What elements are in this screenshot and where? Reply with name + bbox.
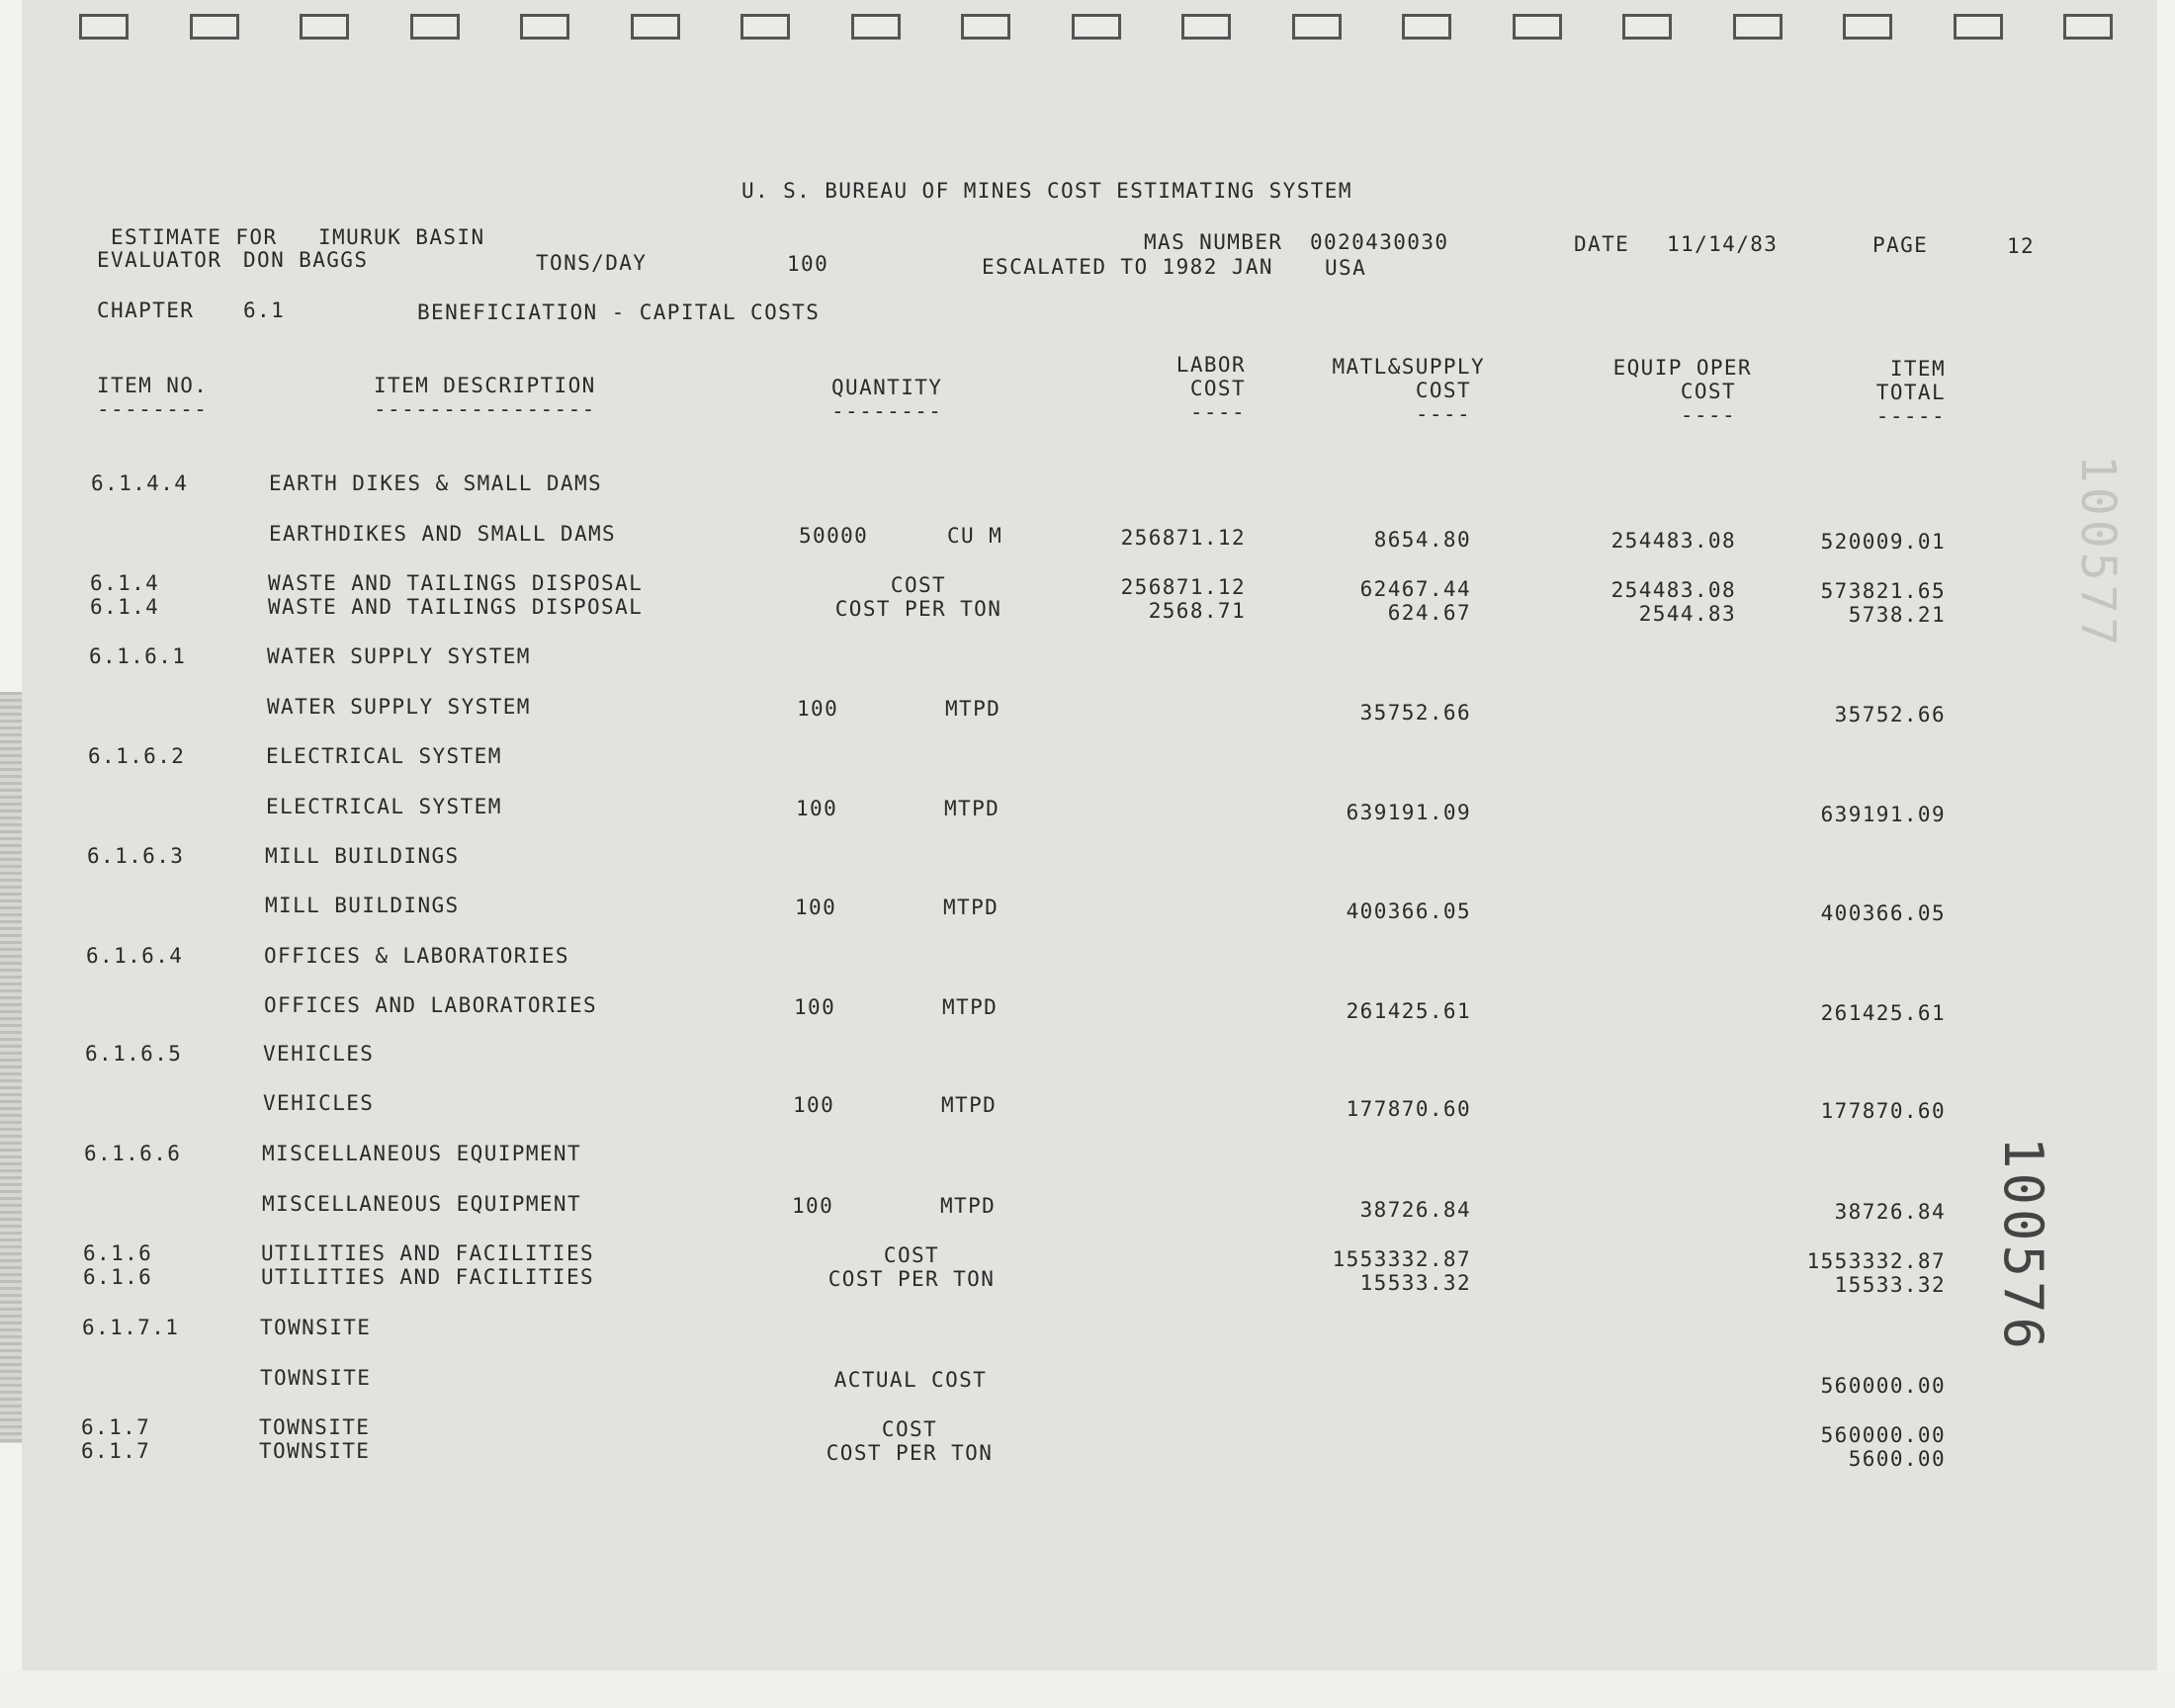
col-matl-1: MATL&SUPPLY bbox=[1332, 355, 1485, 379]
equip-oper-cost: 2544.83 bbox=[1638, 602, 1736, 626]
matl-supply-cost: 8654.80 bbox=[1373, 528, 1471, 552]
quantity: COST PER TON bbox=[834, 597, 1002, 621]
item-total: 15533.32 bbox=[1834, 1273, 1946, 1297]
labor-cost: 2568.71 bbox=[1148, 599, 1246, 623]
item-number: 6.1.6.2 bbox=[88, 744, 186, 768]
item-number: 6.1.4.4 bbox=[91, 471, 189, 495]
unit: MTPD bbox=[944, 797, 1000, 820]
unit: MTPD bbox=[940, 1194, 997, 1218]
chapter-title: BENEFICIATION - CAPITAL COSTS bbox=[417, 300, 821, 324]
mas-number-label: MAS NUMBER bbox=[1144, 230, 1283, 254]
col-equip-2: COST bbox=[1680, 380, 1736, 403]
feed-hole bbox=[520, 14, 569, 40]
feed-hole bbox=[1513, 14, 1562, 40]
country: USA bbox=[1325, 256, 1367, 280]
item-total: 560000.00 bbox=[1820, 1423, 1946, 1447]
matl-supply-cost: 35752.66 bbox=[1359, 701, 1471, 725]
item-total: 38726.84 bbox=[1834, 1200, 1946, 1224]
item-description: MILL BUILDINGS bbox=[265, 894, 460, 917]
quantity: 50000 bbox=[799, 524, 869, 548]
mas-number-value: 0020430030 bbox=[1310, 230, 1449, 254]
tractor-feed-holes bbox=[0, 0, 2175, 59]
quantity: 100 bbox=[797, 697, 839, 721]
matl-supply-cost: 1553332.87 bbox=[1332, 1247, 1471, 1271]
item-number: 6.1.6.3 bbox=[87, 844, 185, 868]
labor-cost: 256871.12 bbox=[1120, 575, 1246, 599]
item-total: 5738.21 bbox=[1848, 603, 1946, 627]
item-total: 560000.00 bbox=[1820, 1374, 1946, 1398]
item-description: EARTHDIKES AND SMALL DAMS bbox=[269, 522, 617, 546]
col-labor-2: COST bbox=[1189, 377, 1246, 400]
item-description: VEHICLES bbox=[263, 1042, 375, 1066]
evaluator-value: DON BAGGS bbox=[243, 248, 369, 272]
quantity: 100 bbox=[793, 1093, 835, 1117]
item-description: TOWNSITE bbox=[259, 1439, 371, 1463]
feed-hole bbox=[740, 14, 790, 40]
item-description: TOWNSITE bbox=[259, 1415, 371, 1439]
matl-supply-cost: 38726.84 bbox=[1359, 1198, 1471, 1222]
item-number: 6.1.4 bbox=[90, 595, 160, 619]
quantity: COST bbox=[883, 1243, 940, 1267]
item-description: WATER SUPPLY SYSTEM bbox=[267, 644, 531, 668]
item-number: 6.1.6 bbox=[83, 1265, 153, 1289]
matl-supply-cost: 639191.09 bbox=[1346, 801, 1471, 824]
feed-hole bbox=[1181, 14, 1231, 40]
item-total: 261425.61 bbox=[1820, 1001, 1946, 1025]
escalated-note: ESCALATED TO 1982 JAN bbox=[982, 255, 1273, 279]
col-item-no-rule: -------- bbox=[97, 397, 209, 421]
page-margin bbox=[0, 1670, 2175, 1708]
date-value: 11/14/83 bbox=[1667, 232, 1779, 256]
item-number: 6.1.6.6 bbox=[84, 1142, 182, 1165]
matl-supply-cost: 400366.05 bbox=[1346, 899, 1471, 923]
col-equip-rule: ---- bbox=[1680, 403, 1736, 427]
item-description: ELECTRICAL SYSTEM bbox=[266, 744, 502, 768]
item-description: EARTH DIKES & SMALL DAMS bbox=[269, 471, 603, 495]
item-description: WASTE AND TAILINGS DISPOSAL bbox=[268, 595, 644, 619]
stamp-number-faint: 100577 bbox=[2070, 455, 2126, 650]
labor-cost: 256871.12 bbox=[1120, 526, 1246, 550]
item-description: VEHICLES bbox=[263, 1091, 375, 1115]
feed-hole bbox=[1292, 14, 1342, 40]
feed-hole bbox=[961, 14, 1010, 40]
chapter-label: CHAPTER bbox=[97, 299, 195, 322]
chapter-number: 6.1 bbox=[243, 299, 286, 322]
quantity: 100 bbox=[796, 797, 838, 820]
item-number: 6.1.6.4 bbox=[86, 944, 184, 968]
item-number: 6.1.6.1 bbox=[89, 644, 187, 668]
col-labor-rule: ---- bbox=[1189, 400, 1246, 424]
matl-supply-cost: 62467.44 bbox=[1359, 577, 1471, 601]
col-labor-1: LABOR bbox=[1175, 353, 1246, 377]
item-total: 5600.00 bbox=[1848, 1447, 1946, 1471]
col-matl-rule: ---- bbox=[1415, 402, 1471, 426]
col-item-description: ITEM DESCRIPTION bbox=[374, 374, 596, 397]
item-description: MILL BUILDINGS bbox=[265, 844, 460, 868]
feed-hole bbox=[631, 14, 680, 40]
feed-hole bbox=[1072, 14, 1121, 40]
col-matl-2: COST bbox=[1415, 379, 1471, 402]
unit: MTPD bbox=[941, 1093, 998, 1117]
item-total: 1553332.87 bbox=[1806, 1249, 1946, 1273]
item-description: TOWNSITE bbox=[260, 1316, 372, 1339]
item-description: MISCELLANEOUS EQUIPMENT bbox=[262, 1142, 581, 1165]
item-total: 639191.09 bbox=[1820, 803, 1946, 826]
equip-oper-cost: 254483.08 bbox=[1610, 578, 1736, 602]
item-description: MISCELLANEOUS EQUIPMENT bbox=[262, 1192, 581, 1216]
estimate-for-label: ESTIMATE FOR bbox=[111, 225, 278, 249]
quantity: ACTUAL COST bbox=[833, 1368, 988, 1392]
matl-supply-cost: 15533.32 bbox=[1359, 1271, 1471, 1295]
report-title: U. S. BUREAU OF MINES COST ESTIMATING SYSTEM bbox=[741, 179, 1352, 203]
tons-day-value: 100 bbox=[787, 252, 829, 276]
page-number: 12 bbox=[2007, 234, 2036, 258]
item-total: 573821.65 bbox=[1820, 579, 1946, 603]
item-total: 35752.66 bbox=[1834, 703, 1946, 726]
quantity: 100 bbox=[792, 1194, 834, 1218]
item-description: WASTE AND TAILINGS DISPOSAL bbox=[268, 571, 644, 595]
col-total-1: ITEM bbox=[1889, 357, 1946, 381]
col-total-rule: ----- bbox=[1875, 404, 1946, 428]
item-total: 400366.05 bbox=[1820, 901, 1946, 925]
item-total: 520009.01 bbox=[1820, 530, 1946, 554]
item-number: 6.1.7 bbox=[81, 1415, 151, 1439]
tons-day-label: TONS/DAY bbox=[536, 251, 648, 275]
item-number: 6.1.4 bbox=[90, 571, 160, 595]
item-description: ELECTRICAL SYSTEM bbox=[266, 795, 502, 818]
unit: MTPD bbox=[942, 995, 999, 1019]
item-description: WATER SUPPLY SYSTEM bbox=[267, 695, 531, 719]
col-equip-1: EQUIP OPER bbox=[1612, 356, 1752, 380]
estimate-for-value: IMURUK BASIN bbox=[318, 225, 485, 249]
quantity: COST PER TON bbox=[827, 1267, 996, 1291]
col-item-no: ITEM NO. bbox=[97, 374, 209, 397]
unit: CU M bbox=[947, 524, 1003, 548]
quantity: 100 bbox=[795, 896, 837, 919]
item-total: 177870.60 bbox=[1820, 1099, 1946, 1123]
feed-hole bbox=[1402, 14, 1451, 40]
quantity: 100 bbox=[794, 995, 836, 1019]
feed-hole bbox=[300, 14, 349, 40]
evaluator-label: EVALUATOR bbox=[97, 248, 222, 272]
matl-supply-cost: 177870.60 bbox=[1346, 1097, 1471, 1121]
item-number: 6.1.7.1 bbox=[82, 1316, 180, 1339]
quantity: COST PER TON bbox=[826, 1441, 994, 1465]
feed-hole bbox=[1954, 14, 2003, 40]
matl-supply-cost: 261425.61 bbox=[1346, 999, 1471, 1023]
feed-hole bbox=[1733, 14, 1783, 40]
feed-hole bbox=[2063, 14, 2113, 40]
item-description: OFFICES & LABORATORIES bbox=[264, 944, 569, 968]
unit: MTPD bbox=[943, 896, 1000, 919]
feed-hole bbox=[410, 14, 460, 40]
quantity: COST bbox=[890, 573, 947, 597]
equip-oper-cost: 254483.08 bbox=[1610, 529, 1736, 553]
feed-hole bbox=[851, 14, 901, 40]
feed-hole bbox=[79, 14, 129, 40]
quantity: COST bbox=[881, 1417, 938, 1441]
item-description: UTILITIES AND FACILITIES bbox=[261, 1265, 595, 1289]
item-number: 6.1.6.5 bbox=[85, 1042, 183, 1066]
col-quantity: QUANTITY bbox=[831, 376, 943, 399]
col-total-2: TOTAL bbox=[1875, 381, 1946, 404]
feed-hole bbox=[1843, 14, 1892, 40]
feed-hole bbox=[190, 14, 239, 40]
stamp-number: 100576 bbox=[1992, 1137, 2054, 1354]
item-description: UTILITIES AND FACILITIES bbox=[261, 1241, 595, 1265]
item-number: 6.1.6 bbox=[83, 1241, 153, 1265]
feed-hole bbox=[1622, 14, 1672, 40]
scan-edge bbox=[0, 692, 22, 1443]
unit: MTPD bbox=[945, 697, 1001, 721]
page-label: PAGE bbox=[1872, 233, 1929, 257]
item-description: OFFICES AND LABORATORIES bbox=[264, 993, 598, 1017]
date-label: DATE bbox=[1574, 232, 1630, 256]
col-item-description-rule: ---------------- bbox=[374, 397, 596, 421]
matl-supply-cost: 624.67 bbox=[1387, 601, 1471, 625]
item-number: 6.1.7 bbox=[81, 1439, 151, 1463]
col-quantity-rule: -------- bbox=[831, 399, 943, 423]
item-description: TOWNSITE bbox=[260, 1366, 372, 1390]
